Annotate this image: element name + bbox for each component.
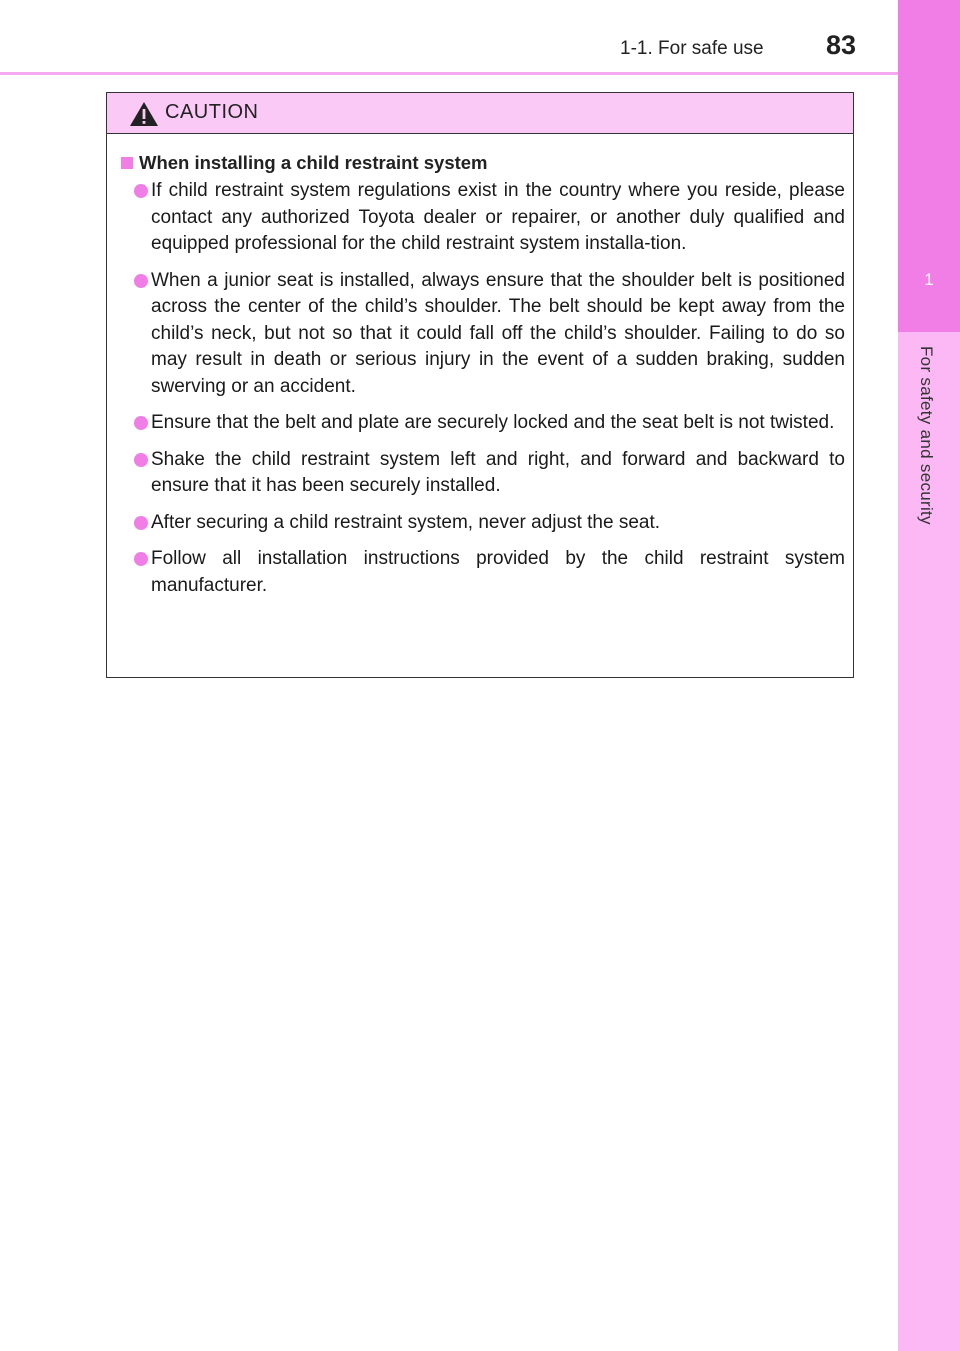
dot-bullet-icon: [134, 416, 148, 430]
list-item-text: If child restraint system regulations exist in the country where you reside, please contact any authorized Toyota dealer or repairer, or another duly qualified and equipped professional for the child restraint system installa-tion.: [151, 180, 845, 254]
caution-body: [107, 134, 853, 599]
list-item: [121, 178, 845, 258]
dot-bullet-icon: [134, 274, 148, 288]
list-item-text: Shake the child restraint system left and right, and forward and backward to ensure that it has been securely installed.: [151, 448, 845, 496]
chapter-number: 1: [924, 270, 934, 289]
list-item-text: When a junior seat is installed, always ensure that the shoulder belt is positioned across the center of the child’s shoulder. The belt should be kept away from the child’s neck, but not so that it could fall off the child’s shoulder. Failing to do so may result in death or serious injury in the event of a sudden braking, sudden swerving or an accident.: [151, 269, 845, 397]
dot-bullet-icon: [134, 453, 148, 467]
page-number: 83: [826, 30, 857, 60]
caution-header: [107, 93, 853, 134]
caution-title: CAUTION: [165, 101, 259, 123]
header-rule: [0, 72, 898, 75]
list-item: [121, 410, 845, 437]
square-bullet-icon: [121, 157, 133, 169]
list-item: [121, 546, 845, 599]
list-item: [121, 268, 845, 401]
list-item-text: Follow all installation instructions provided by the child restraint system manufacturer.: [151, 548, 845, 596]
dot-bullet-icon: [134, 184, 148, 198]
chapter-title: For safety and security: [917, 346, 936, 525]
chapter-tab-highlight: [898, 0, 960, 332]
section-title: 1-1. For safe use: [620, 38, 764, 59]
list-item: [121, 510, 845, 537]
caution-list: [121, 178, 845, 599]
list-item-text: After securing a child restraint system, never adjust the seat.: [151, 511, 661, 533]
caution-box: [106, 92, 854, 678]
list-item: [121, 447, 845, 500]
chapter-side-tab: [898, 0, 960, 1351]
section-heading-text: When installing a child restraint system: [139, 152, 488, 173]
section-heading: [121, 152, 845, 174]
warning-triangle-icon: [129, 101, 159, 127]
dot-bullet-icon: [134, 516, 148, 530]
list-item-text: Ensure that the belt and plate are securely locked and the seat belt is not twisted.: [151, 412, 835, 433]
dot-bullet-icon: [134, 552, 148, 566]
